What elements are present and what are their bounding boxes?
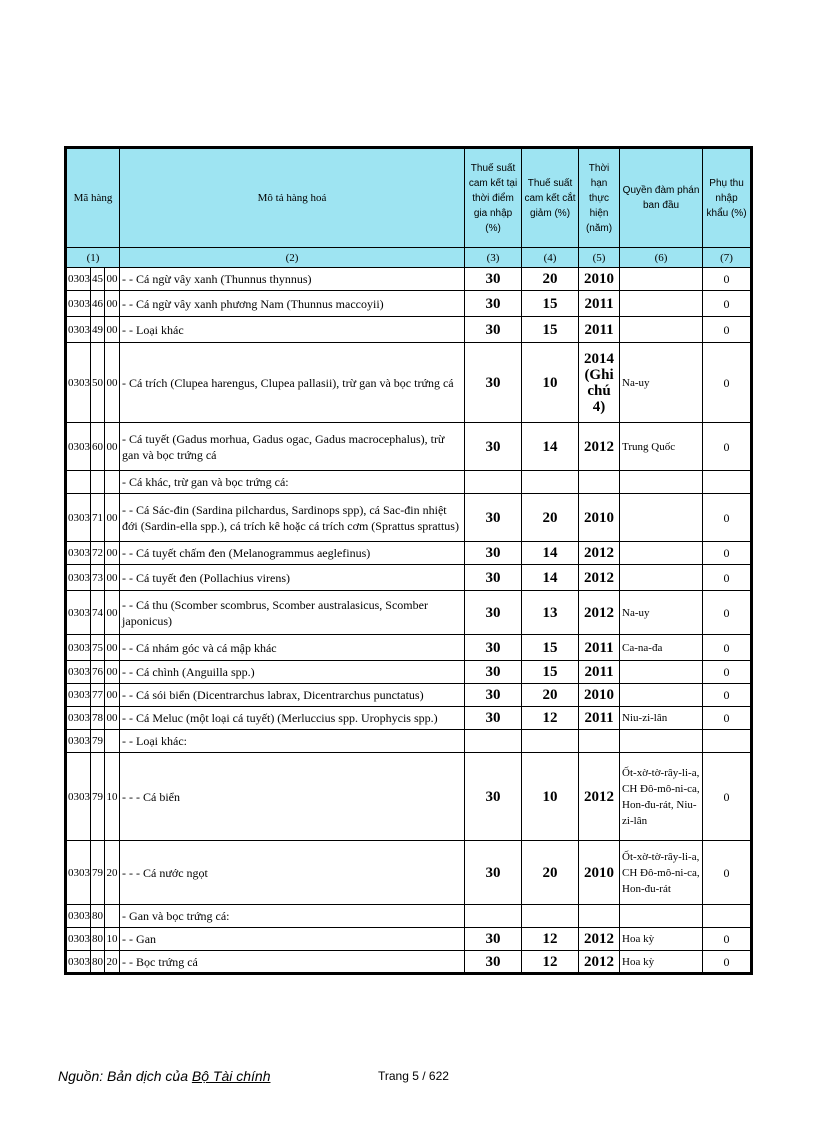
description-cell: - - Cá tuyết chấm đen (Melanogrammus aeglefinus) (120, 542, 465, 565)
implementation-year-cell: 2014 (Ghi chú 4) (579, 343, 620, 423)
code-heading: 0303 (66, 565, 91, 591)
surcharge-cell: 0 (703, 565, 752, 591)
reduced-rate-cell: 15 (522, 635, 579, 661)
description-cell: - Cá khác, trừ gan và bọc trứng cá: (120, 471, 465, 494)
code-subheading: 73 (91, 565, 105, 591)
rate-at-accession-cell: 30 (465, 635, 522, 661)
description-cell: - - Loại khác (120, 317, 465, 343)
code-subheading: 77 (91, 684, 105, 707)
description-cell: - - Cá thu (Scomber scombrus, Scomber australasicus, Scomber japonicus) (120, 591, 465, 635)
code-subheading: 76 (91, 661, 105, 684)
page-number: Trang 5 / 622 (378, 1069, 449, 1083)
code-subheading (91, 471, 105, 494)
negotiating-right-cell (620, 565, 703, 591)
rate-at-accession-cell: 30 (465, 661, 522, 684)
code-suffix: 00 (105, 565, 120, 591)
code-suffix: 00 (105, 542, 120, 565)
reduced-rate-cell: 15 (522, 291, 579, 317)
reduced-rate-cell: 12 (522, 951, 579, 974)
table-row (66, 317, 752, 343)
description-cell: - - Cá chình (Anguilla spp.) (120, 661, 465, 684)
implementation-year-cell (579, 471, 620, 494)
code-subheading: 79 (91, 753, 105, 841)
code-heading: 0303 (66, 661, 91, 684)
implementation-year-cell: 2010 (579, 494, 620, 542)
table-row (66, 951, 752, 974)
col-num-3: (3) (465, 248, 522, 268)
code-suffix: 10 (105, 753, 120, 841)
code-subheading: 75 (91, 635, 105, 661)
code-suffix: 00 (105, 684, 120, 707)
code-suffix: 00 (105, 494, 120, 542)
negotiating-right-cell (620, 684, 703, 707)
description-cell: - - Cá Sác-đin (Sardina pilchardus, Sardinops spp), cá Sac-đin nhiệt đới (Sardin-ella spp.), cá trích kê hoặc cá trích cơm (Sprattus sprattus) (120, 494, 465, 542)
code-heading: 0303 (66, 905, 91, 928)
implementation-year-cell: 2011 (579, 317, 620, 343)
table-header-row (66, 148, 752, 248)
table-row (66, 635, 752, 661)
reduced-rate-cell: 14 (522, 542, 579, 565)
rate-at-accession-cell: 30 (465, 707, 522, 730)
rate-at-accession-cell: 30 (465, 494, 522, 542)
negotiating-right-cell: Na-uy (620, 591, 703, 635)
description-cell: - - Cá ngừ vây xanh (Thunnus thynnus) (120, 268, 465, 291)
implementation-year-cell: 2012 (579, 928, 620, 951)
code-suffix: 00 (105, 707, 120, 730)
rate-at-accession-cell: 30 (465, 291, 522, 317)
code-suffix: 10 (105, 928, 120, 951)
description-cell: - - Loại khác: (120, 730, 465, 753)
negotiating-right-cell: Hoa kỳ (620, 928, 703, 951)
code-suffix: 00 (105, 343, 120, 423)
column-number-row (66, 248, 752, 268)
surcharge-cell: 0 (703, 928, 752, 951)
code-suffix: 00 (105, 635, 120, 661)
surcharge-cell (703, 471, 752, 494)
table-row (66, 565, 752, 591)
reduced-rate-cell (522, 905, 579, 928)
implementation-year-cell: 2012 (579, 591, 620, 635)
table-row (66, 905, 752, 928)
surcharge-cell (703, 905, 752, 928)
code-heading: 0303 (66, 291, 91, 317)
negotiating-right-cell (620, 730, 703, 753)
code-heading: 0303 (66, 317, 91, 343)
description-cell: - - - Cá biển (120, 753, 465, 841)
surcharge-cell: 0 (703, 635, 752, 661)
col-num-2: (2) (120, 248, 465, 268)
implementation-year-cell: 2011 (579, 661, 620, 684)
table-row (66, 591, 752, 635)
col-num-5: (5) (579, 248, 620, 268)
code-subheading: 60 (91, 423, 105, 471)
implementation-year-cell: 2010 (579, 268, 620, 291)
negotiating-right-cell (620, 471, 703, 494)
negotiating-right-cell (620, 317, 703, 343)
header-implementation-year: Thời hạn thực hiện (năm) (579, 148, 620, 248)
code-subheading: 80 (91, 928, 105, 951)
surcharge-cell: 0 (703, 707, 752, 730)
code-suffix: 00 (105, 591, 120, 635)
code-suffix: 00 (105, 661, 120, 684)
rate-at-accession-cell (465, 905, 522, 928)
code-heading: 0303 (66, 928, 91, 951)
description-cell: - Gan và bọc trứng cá: (120, 905, 465, 928)
header-surcharge: Phụ thu nhập khẩu (%) (703, 148, 752, 248)
implementation-year-cell: 2011 (579, 635, 620, 661)
table-row (66, 753, 752, 841)
table-row (66, 291, 752, 317)
code-heading: 0303 (66, 268, 91, 291)
header-code: Mã hàng (66, 148, 120, 248)
code-subheading: 74 (91, 591, 105, 635)
surcharge-cell: 0 (703, 494, 752, 542)
code-heading: 0303 (66, 951, 91, 974)
reduced-rate-cell: 20 (522, 268, 579, 291)
reduced-rate-cell: 15 (522, 317, 579, 343)
negotiating-right-cell: Hoa kỳ (620, 951, 703, 974)
description-cell: - - Cá tuyết đen (Pollachius virens) (120, 565, 465, 591)
code-heading: 0303 (66, 423, 91, 471)
surcharge-cell: 0 (703, 317, 752, 343)
description-cell: - - Gan (120, 928, 465, 951)
rate-at-accession-cell: 30 (465, 542, 522, 565)
description-cell: - - - Cá nước ngọt (120, 841, 465, 905)
code-suffix: 00 (105, 291, 120, 317)
reduced-rate-cell: 12 (522, 707, 579, 730)
surcharge-cell: 0 (703, 268, 752, 291)
code-suffix: 20 (105, 951, 120, 974)
reduced-rate-cell: 20 (522, 684, 579, 707)
description-cell: - Cá tuyết (Gadus morhua, Gadus ogac, Gadus macrocephalus), trừ gan và bọc trứng cá (120, 423, 465, 471)
negotiating-right-cell: Ốt-xờ-tờ-rây-li-a, CH Đô-mô-ni-ca, Hon-đu-rát, Niu-zi-lân (620, 753, 703, 841)
reduced-rate-cell: 20 (522, 494, 579, 542)
code-subheading: 80 (91, 951, 105, 974)
implementation-year-cell: 2012 (579, 423, 620, 471)
negotiating-right-cell (620, 268, 703, 291)
table-row (66, 542, 752, 565)
header-negotiating-right: Quyền đàm phán ban đầu (620, 148, 703, 248)
tariff-table (64, 146, 753, 975)
code-subheading: 50 (91, 343, 105, 423)
table-row (66, 730, 752, 753)
implementation-year-cell: 2012 (579, 951, 620, 974)
table-row (66, 661, 752, 684)
code-subheading: 46 (91, 291, 105, 317)
implementation-year-cell (579, 905, 620, 928)
negotiating-right-cell: Ốt-xờ-tờ-rây-li-a, CH Đô-mô-ni-ca, Hon-đu-rát (620, 841, 703, 905)
code-suffix: 00 (105, 423, 120, 471)
negotiating-right-cell (620, 291, 703, 317)
negotiating-right-cell (620, 494, 703, 542)
description-cell: - - Cá nhám góc và cá mập khác (120, 635, 465, 661)
col-num-6: (6) (620, 248, 703, 268)
code-heading: 0303 (66, 635, 91, 661)
rate-at-accession-cell: 30 (465, 928, 522, 951)
description-cell: - - Cá Meluc (một loại cá tuyết) (Merluccius spp. Urophycis spp.) (120, 707, 465, 730)
rate-at-accession-cell: 30 (465, 591, 522, 635)
implementation-year-cell: 2012 (579, 753, 620, 841)
code-subheading: 78 (91, 707, 105, 730)
surcharge-cell: 0 (703, 291, 752, 317)
rate-at-accession-cell: 30 (465, 317, 522, 343)
code-suffix (105, 471, 120, 494)
negotiating-right-cell (620, 661, 703, 684)
code-heading: 0303 (66, 730, 91, 753)
implementation-year-cell: 2012 (579, 542, 620, 565)
surcharge-cell: 0 (703, 753, 752, 841)
rate-at-accession-cell: 30 (465, 684, 522, 707)
negotiating-right-cell (620, 542, 703, 565)
implementation-year-cell: 2012 (579, 565, 620, 591)
code-heading: 0303 (66, 841, 91, 905)
code-suffix: 00 (105, 268, 120, 291)
implementation-year-cell (579, 730, 620, 753)
code-subheading: 71 (91, 494, 105, 542)
code-heading (66, 471, 91, 494)
negotiating-right-cell: Ca-na-đa (620, 635, 703, 661)
rate-at-accession-cell: 30 (465, 565, 522, 591)
negotiating-right-cell: Trung Quốc (620, 423, 703, 471)
source-organization: Bộ Tài chính (191, 1068, 271, 1084)
source-note (58, 1068, 270, 1084)
negotiating-right-cell: Na-uy (620, 343, 703, 423)
reduced-rate-cell: 12 (522, 928, 579, 951)
code-heading: 0303 (66, 753, 91, 841)
reduced-rate-cell (522, 471, 579, 494)
implementation-year-cell: 2011 (579, 291, 620, 317)
rate-at-accession-cell: 30 (465, 753, 522, 841)
code-suffix: 00 (105, 317, 120, 343)
reduced-rate-cell: 14 (522, 423, 579, 471)
header-reduced-rate: Thuế suất cam kết cắt giảm (%) (522, 148, 579, 248)
description-cell: - - Cá ngừ vây xanh phương Nam (Thunnus maccoyii) (120, 291, 465, 317)
table-row (66, 343, 752, 423)
col-num-1: (1) (66, 248, 120, 268)
code-heading: 0303 (66, 542, 91, 565)
surcharge-cell: 0 (703, 423, 752, 471)
surcharge-cell: 0 (703, 542, 752, 565)
table-row (66, 841, 752, 905)
negotiating-right-cell: Niu-zi-lân (620, 707, 703, 730)
code-subheading: 79 (91, 841, 105, 905)
reduced-rate-cell: 15 (522, 661, 579, 684)
source-prefix: Nguồn: Bản dịch của (58, 1068, 188, 1084)
code-heading: 0303 (66, 343, 91, 423)
rate-at-accession-cell: 30 (465, 423, 522, 471)
description-cell: - Cá trích (Clupea harengus, Clupea pallasii), trừ gan và bọc trứng cá (120, 343, 465, 423)
description-cell: - - Cá sói biển (Dicentrarchus labrax, Dicentrarchus punctatus) (120, 684, 465, 707)
reduced-rate-cell: 20 (522, 841, 579, 905)
code-heading: 0303 (66, 494, 91, 542)
negotiating-right-cell (620, 905, 703, 928)
implementation-year-cell: 2011 (579, 707, 620, 730)
code-subheading: 49 (91, 317, 105, 343)
col-num-7: (7) (703, 248, 752, 268)
reduced-rate-cell (522, 730, 579, 753)
surcharge-cell: 0 (703, 591, 752, 635)
table-row (66, 268, 752, 291)
surcharge-cell: 0 (703, 661, 752, 684)
table-row (66, 928, 752, 951)
surcharge-cell: 0 (703, 841, 752, 905)
rate-at-accession-cell: 30 (465, 951, 522, 974)
header-description: Mô tả hàng hoá (120, 148, 465, 248)
code-heading: 0303 (66, 591, 91, 635)
code-suffix (105, 905, 120, 928)
code-subheading: 79 (91, 730, 105, 753)
table-row (66, 684, 752, 707)
header-rate-at-accession: Thuế suất cam kết tại thời điểm gia nhập (%) (465, 148, 522, 248)
reduced-rate-cell: 13 (522, 591, 579, 635)
rate-at-accession-cell: 30 (465, 268, 522, 291)
surcharge-cell: 0 (703, 684, 752, 707)
surcharge-cell: 0 (703, 951, 752, 974)
code-subheading: 45 (91, 268, 105, 291)
table-row (66, 494, 752, 542)
reduced-rate-cell: 10 (522, 753, 579, 841)
code-suffix (105, 730, 120, 753)
code-subheading: 72 (91, 542, 105, 565)
code-subheading: 80 (91, 905, 105, 928)
code-suffix: 20 (105, 841, 120, 905)
table-row (66, 423, 752, 471)
reduced-rate-cell: 10 (522, 343, 579, 423)
reduced-rate-cell: 14 (522, 565, 579, 591)
table-row (66, 707, 752, 730)
implementation-year-cell: 2010 (579, 684, 620, 707)
surcharge-cell: 0 (703, 343, 752, 423)
table-body (66, 268, 752, 974)
rate-at-accession-cell (465, 730, 522, 753)
rate-at-accession-cell: 30 (465, 343, 522, 423)
col-num-4: (4) (522, 248, 579, 268)
rate-at-accession-cell (465, 471, 522, 494)
code-heading: 0303 (66, 707, 91, 730)
table-row (66, 471, 752, 494)
code-heading: 0303 (66, 684, 91, 707)
surcharge-cell (703, 730, 752, 753)
rate-at-accession-cell: 30 (465, 841, 522, 905)
implementation-year-cell: 2010 (579, 841, 620, 905)
description-cell: - - Bọc trứng cá (120, 951, 465, 974)
